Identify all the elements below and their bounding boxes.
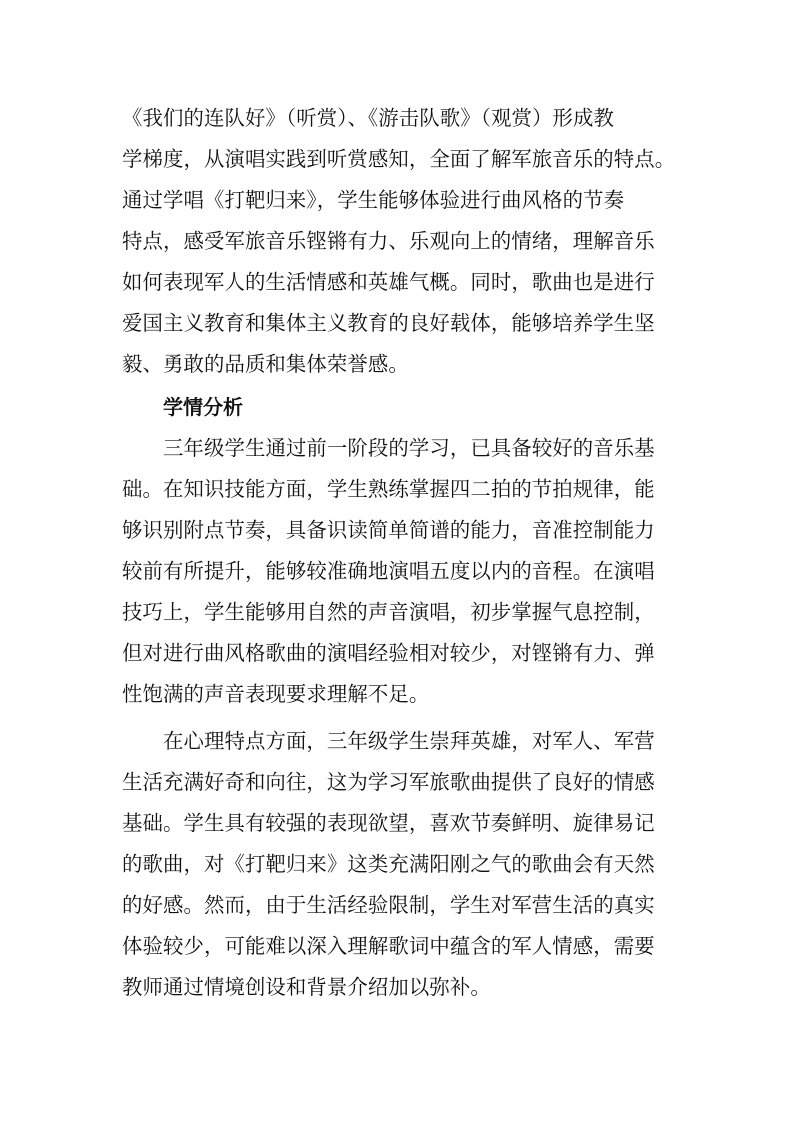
paragraph-3-line: 生活充满好奇和向往，这为学习军旅歌曲提供了良好的情感 [122,770,655,794]
section-heading: 学情分析 [163,395,243,419]
paragraph-2-line: 础。在知识技能方面，学生熟练掌握四二拍的节拍规律，能 [122,477,655,501]
paragraph-1-line: 爱国主义教育和集体主义教育的良好载体，能够培养学生坚 [122,311,655,335]
paragraph-2-line: 技巧上，学生能够用自然的声音演唱，初步掌握气息控制， [122,600,655,624]
paragraph-2-line: 性饱满的声音表现要求理解不足。 [122,682,430,706]
paragraph-2-line: 但对进行曲风格歌曲的演唱经验相对较少，对铿锵有力、弹 [122,641,655,665]
paragraph-1-line: 学梯度，从演唱实践到听赏感知，全面了解军旅音乐的特点。 [122,147,676,171]
paragraph-1-line: 通过学唱《打靶归来》，学生能够体验进行曲风格的节奏 [122,188,625,212]
paragraph-1-line: 如何表现军人的生活情感和英雄气概。同时，歌曲也是进行 [122,270,655,294]
paragraph-3-line: 教师通过情境创设和背景介绍加以弥补。 [122,975,491,999]
paragraph-1-line: 特点，感受军旅音乐铿锵有力、乐观向上的情绪，理解音乐 [122,229,655,253]
paragraph-3-line: 基础。学生具有较强的表现欲望，喜欢节奏鲜明、旋律易记 [122,811,655,835]
paragraph-2-line: 较前有所提升，能够较准确地演唱五度以内的音程。在演唱 [122,559,655,583]
paragraph-3-line: 的歌曲，对《打靶归来》这类充满阳刚之气的歌曲会有天然 [122,852,655,876]
paragraph-3-line: 在心理特点方面，三年级学生崇拜英雄，对军人、军营 [163,729,655,753]
paragraph-1-line: 毅、勇敢的品质和集体荣誉感。 [122,352,409,376]
paragraph-3-line: 体验较少，可能难以深入理解歌词中蕴含的军人情感，需要 [122,934,655,958]
paragraph-2-line: 够识别附点节奏，具备识读简单简谱的能力，音准控制能力 [122,518,655,542]
paragraph-2-line: 三年级学生通过前一阶段的学习，已具备较好的音乐基 [163,436,655,460]
paragraph-3-line: 的好感。然而，由于生活经验限制，学生对军营生活的真实 [122,893,655,917]
paragraph-1-line: 《我们的连队好》（听赏）、《游击队歌》（观赏）形成教 [122,106,614,130]
